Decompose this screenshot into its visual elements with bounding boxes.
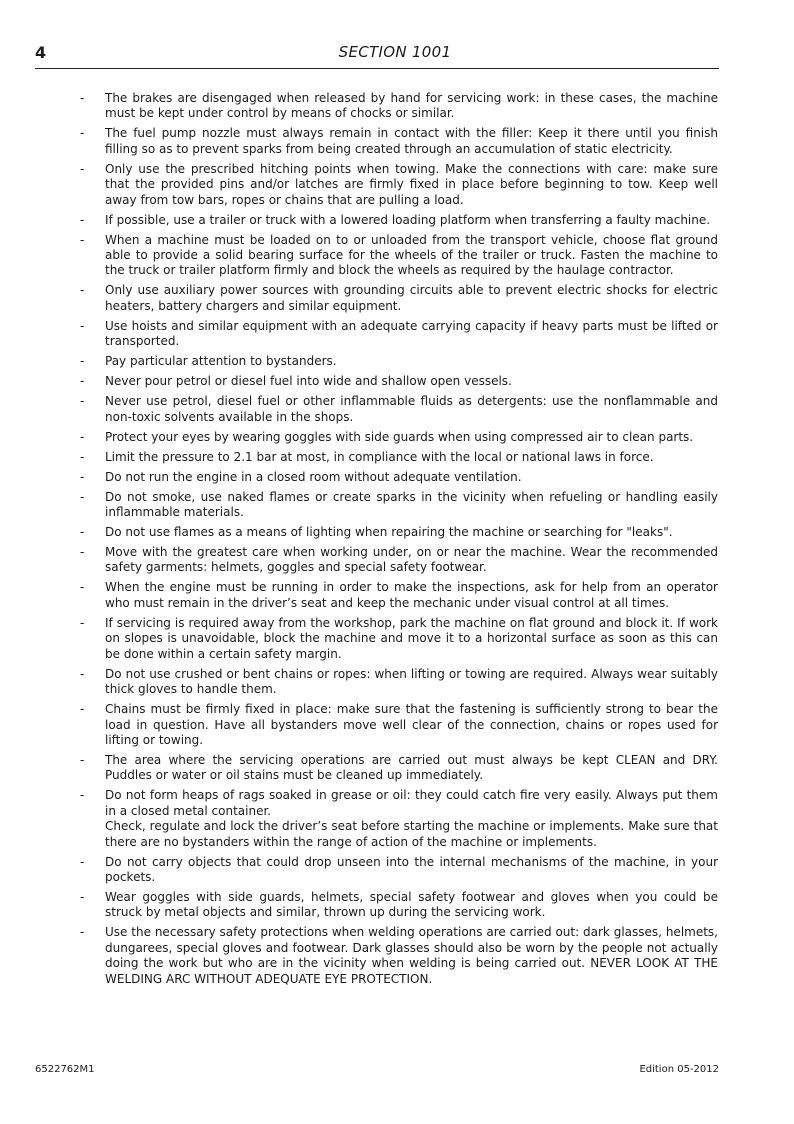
document-code: 6522762M1	[35, 1064, 95, 1075]
bullet-dash: -	[80, 469, 85, 484]
bullet-dash: -	[80, 354, 85, 369]
bullet-dash: -	[80, 702, 85, 717]
safety-instructions-list	[80, 91, 718, 987]
list-item-text: Use hoists and similar equipment with an adequate carrying capacity if heavy parts must be lifted or transported.	[105, 318, 718, 349]
bullet-dash: -	[80, 449, 85, 464]
list-item	[80, 283, 718, 314]
section-title: SECTION 1001	[338, 43, 452, 61]
list-item	[80, 233, 718, 279]
list-item	[80, 91, 718, 122]
bullet-dash: -	[80, 374, 85, 389]
bullet-dash: -	[80, 889, 85, 904]
list-item-text: When the engine must be running in order to make the inspections, ask for help from an operator who must remain in the driver’s seat and keep the mechanic under visual control at all times.	[105, 580, 718, 610]
bullet-dash: -	[80, 752, 85, 767]
bullet-dash: -	[80, 232, 85, 247]
list-item	[80, 890, 718, 921]
list-item	[80, 545, 718, 576]
bullet-dash: -	[80, 666, 85, 681]
list-item-text: Do not run the engine in a closed room without adequate ventilation.	[105, 469, 522, 484]
bullet-dash: -	[80, 283, 85, 298]
list-item	[80, 213, 718, 228]
page-header	[35, 40, 719, 69]
bullet-dash: -	[80, 394, 85, 409]
page-number: 4	[35, 43, 47, 62]
list-item	[80, 394, 718, 425]
bullet-dash: -	[80, 318, 85, 333]
list-item-text: Wear goggles with side guards, helmets, special safety footwear and gloves when you could be struck by metal objects and similar, thrown up during the servicing work.	[105, 889, 718, 920]
list-item-text: Do not form heaps of rags soaked in grease or oil: they could catch fire very easily. Always put them in a closed metal container.	[105, 788, 718, 818]
bullet-dash: -	[80, 925, 85, 940]
bullet-dash: -	[80, 854, 85, 869]
list-item	[80, 490, 718, 521]
bullet-dash: -	[80, 161, 85, 176]
list-item-text: Use the necessary safety protections when welding operations are carried out: dark glasses, helmets, dungarees, special gloves and footwear. Dark glasses should also be worn by the people not actually doing the work but who are in the vicinity when welding is being carried out. NEVER LOOK AT THE WELDING ARC WITHOUT ADEQUATE EYE PROTECTION.	[105, 925, 718, 986]
list-item	[80, 354, 718, 369]
edition-label: Edition 05-2012	[639, 1064, 719, 1075]
list-item-text: The fuel pump nozzle must always remain in contact with the filler: Keep it there until you finish filling so as to prevent sparks from being created through an accumulation of static electricity.	[105, 126, 718, 156]
list-item	[80, 430, 718, 445]
list-item	[80, 855, 718, 886]
list-item	[80, 667, 718, 698]
list-item-text: Limit the pressure to 2.1 bar at most, in compliance with the local or national laws in force.	[105, 449, 654, 464]
bullet-dash: -	[80, 615, 85, 630]
list-item-text: Never use petrol, diesel fuel or other inflammable fluids as detergents: use the nonflammable and non-toxic solvents available in the shops.	[105, 394, 718, 424]
list-item-text: Do not smoke, use naked flames or create sparks in the vicinity when refueling or handling easily inflammable materials.	[105, 489, 718, 520]
list-item-text: Do not carry objects that could drop unseen into the internal mechanisms of the machine, in your pockets.	[105, 854, 718, 884]
list-item	[80, 616, 718, 662]
bullet-dash: -	[80, 212, 85, 227]
list-item-text: The brakes are disengaged when released by hand for servicing work: in these cases, the machine must be kept under control by means of chocks or similar.	[105, 91, 718, 121]
bullet-dash: -	[80, 126, 85, 141]
bullet-dash: -	[80, 489, 85, 504]
page-content	[80, 91, 718, 992]
list-item	[80, 525, 718, 540]
list-item	[80, 702, 718, 748]
bullet-dash: -	[80, 525, 85, 540]
list-item-text: Protect your eyes by wearing goggles with side guards when using compressed air to clean parts.	[105, 429, 694, 444]
list-item-text: Do not use flames as a means of lighting when repairing the machine or searching for "leaks".	[105, 525, 673, 540]
bullet-dash: -	[80, 545, 85, 560]
list-item-text: Never pour petrol or diesel fuel into wide and shallow open vessels.	[105, 374, 512, 389]
list-item	[80, 925, 718, 987]
list-item	[80, 788, 718, 850]
list-item	[80, 374, 718, 389]
list-item-text: The area where the servicing operations are carried out must always be kept CLEAN and DRY. Puddles or water or oil stains must be cleaned up immediately.	[105, 752, 718, 783]
list-item	[80, 580, 718, 611]
list-item-continuation: Check, regulate and lock the driver’s seat before starting the machine or implements. Make sure that there are no bystanders within the range of action of the machine or implements.	[105, 819, 718, 849]
bullet-dash: -	[80, 788, 85, 803]
list-item-text: Only use auxiliary power sources with grounding circuits able to prevent electric shocks for electric heaters, battery chargers and similar equipment.	[105, 283, 718, 313]
list-item-text: Only use the prescribed hitching points when towing. Make the connections with care: make sure that the provided pins and/or latches are firmly fixed in place before beginning to tow. Keep well away from tow bars, ropes or chains that are pulling a load.	[105, 161, 718, 207]
list-item-text: Do not use crushed or bent chains or ropes: when lifting or towing are required. Always wear suitably thick gloves to handle them.	[105, 666, 718, 697]
list-item-text: Move with the greatest care when working under, on or near the machine. Wear the recommended safety garments: helmets, goggles and special safety footwear.	[105, 545, 718, 575]
list-item-text: If servicing is required away from the workshop, park the machine on flat ground and block it. If work on slopes is unavoidable, block the machine and move it to a horizontal surface as soon as this can be done within a certain safety margin.	[105, 615, 718, 661]
list-item-text: Pay particular attention to bystanders.	[105, 354, 337, 369]
list-item-text: When a machine must be loaded on to or unloaded from the transport vehicle, choose flat ground able to provide a solid bearing surface for the wheels of the trailer or truck. Fasten the machine to the truck or trailer platform firmly and block the wheels as required by the haulage contractor.	[105, 232, 718, 278]
list-item	[80, 126, 718, 157]
bullet-dash: -	[80, 91, 85, 105]
list-item	[80, 319, 718, 350]
list-item-text: If possible, use a trailer or truck with a lowered loading platform when transferring a faulty machine.	[105, 212, 711, 227]
list-item	[80, 470, 718, 485]
bullet-dash: -	[80, 429, 85, 444]
list-item	[80, 162, 718, 208]
list-item	[80, 753, 718, 784]
list-item	[80, 450, 718, 465]
list-item-text: Chains must be firmly fixed in place: make sure that the fastening is sufficiently strong to bear the load in question. Have all bystanders move well clear of the connection, chains or ropes used for lifting or towing.	[105, 702, 718, 747]
bullet-dash: -	[80, 580, 85, 595]
